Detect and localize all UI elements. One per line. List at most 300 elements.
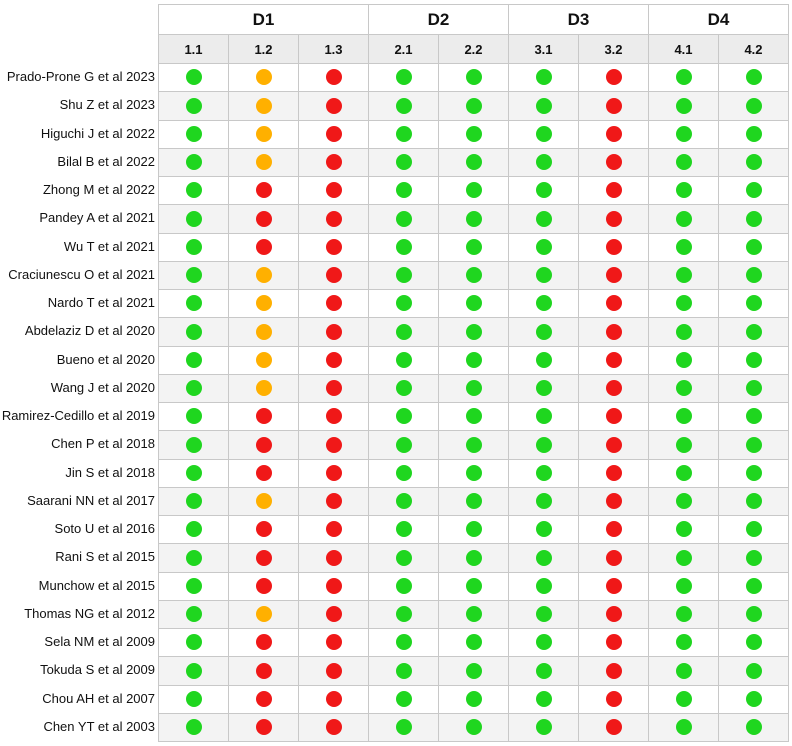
rating-cell: [299, 600, 369, 628]
study-label: Higuchi J et al 2022: [40, 125, 155, 141]
rating-high-dot: [256, 408, 272, 424]
rating-low-dot: [746, 663, 762, 679]
rating-low-dot: [536, 154, 552, 170]
study-row: [159, 403, 789, 431]
rating-high-dot: [326, 550, 342, 566]
rating-low-dot: [186, 324, 202, 340]
rating-cell: [649, 177, 719, 205]
rating-cell: [299, 487, 369, 515]
rating-low-dot: [536, 98, 552, 114]
rating-cell: [439, 290, 509, 318]
rating-cell: [159, 657, 229, 685]
domain-header: D4: [649, 5, 789, 35]
rating-low-dot: [466, 634, 482, 650]
rating-low-dot: [676, 352, 692, 368]
rating-low-dot: [186, 578, 202, 594]
rating-cell: [369, 346, 439, 374]
rating-high-dot: [326, 606, 342, 622]
rating-low-dot: [536, 352, 552, 368]
rating-cell: [299, 290, 369, 318]
rating-high-dot: [326, 465, 342, 481]
rating-cell: [719, 346, 789, 374]
study-row: [159, 544, 789, 572]
rating-low-dot: [536, 493, 552, 509]
rating-cell: [159, 713, 229, 741]
rating-cell: [719, 233, 789, 261]
rating-high-dot: [256, 211, 272, 227]
study-label: Pandey A et al 2021: [39, 210, 155, 226]
rating-low-dot: [466, 211, 482, 227]
rating-low-dot: [396, 295, 412, 311]
rating-low-dot: [396, 437, 412, 453]
rating-low-dot: [676, 408, 692, 424]
rating-some-dot: [256, 69, 272, 85]
rating-low-dot: [396, 98, 412, 114]
rating-cell: [579, 120, 649, 148]
rating-cell: [579, 64, 649, 92]
rating-high-dot: [326, 663, 342, 679]
rating-low-dot: [746, 211, 762, 227]
rating-cell: [719, 713, 789, 741]
rating-low-dot: [466, 663, 482, 679]
rating-low-dot: [536, 691, 552, 707]
rating-low-dot: [466, 691, 482, 707]
rating-cell: [649, 290, 719, 318]
study-label: Jin S et al 2018: [65, 464, 155, 480]
rating-low-dot: [536, 521, 552, 537]
rating-cell: [509, 318, 579, 346]
rating-low-dot: [746, 493, 762, 509]
rating-cell: [719, 261, 789, 289]
rating-low-dot: [396, 352, 412, 368]
rating-cell: [649, 148, 719, 176]
rating-cell: [299, 685, 369, 713]
rating-cell: [579, 516, 649, 544]
study-row: [159, 600, 789, 628]
rating-some-dot: [256, 295, 272, 311]
rating-high-dot: [256, 634, 272, 650]
rating-cell: [369, 629, 439, 657]
rating-cell: [579, 572, 649, 600]
rating-low-dot: [746, 521, 762, 537]
study-row: [159, 233, 789, 261]
study-label: Wang J et al 2020: [50, 379, 155, 395]
subdomain-header: 4.1: [649, 35, 719, 64]
rating-cell: [649, 544, 719, 572]
study-row: [159, 713, 789, 741]
rating-cell: [439, 431, 509, 459]
rating-cell: [579, 600, 649, 628]
rating-high-dot: [326, 437, 342, 453]
rating-cell: [369, 487, 439, 515]
rating-low-dot: [746, 324, 762, 340]
rating-cell: [579, 346, 649, 374]
rating-high-dot: [256, 521, 272, 537]
rating-low-dot: [746, 69, 762, 85]
rating-cell: [509, 572, 579, 600]
rating-cell: [649, 403, 719, 431]
rating-high-dot: [326, 719, 342, 735]
rating-high-dot: [606, 182, 622, 198]
rating-low-dot: [466, 352, 482, 368]
study-row: [159, 290, 789, 318]
rating-high-dot: [606, 465, 622, 481]
rating-low-dot: [536, 550, 552, 566]
rating-cell: [229, 92, 299, 120]
rating-cell: [649, 64, 719, 92]
rating-some-dot: [256, 98, 272, 114]
rating-low-dot: [396, 663, 412, 679]
rating-cell: [439, 261, 509, 289]
rating-low-dot: [396, 182, 412, 198]
rating-cell: [439, 177, 509, 205]
rating-high-dot: [326, 380, 342, 396]
rating-cell: [719, 600, 789, 628]
rating-low-dot: [396, 578, 412, 594]
rating-high-dot: [256, 465, 272, 481]
rating-high-dot: [326, 182, 342, 198]
rating-cell: [509, 177, 579, 205]
domain-header: D2: [369, 5, 509, 35]
rating-cell: [369, 261, 439, 289]
rating-low-dot: [186, 606, 202, 622]
rating-high-dot: [326, 352, 342, 368]
rating-high-dot: [256, 663, 272, 679]
rating-high-dot: [326, 634, 342, 650]
rating-cell: [579, 177, 649, 205]
rating-high-dot: [606, 380, 622, 396]
rating-high-dot: [606, 352, 622, 368]
rating-cell: [719, 64, 789, 92]
rating-cell: [509, 544, 579, 572]
rating-high-dot: [256, 182, 272, 198]
rating-cell: [369, 403, 439, 431]
rating-low-dot: [396, 126, 412, 142]
rating-high-dot: [326, 691, 342, 707]
rating-cell: [439, 318, 509, 346]
rating-high-dot: [606, 408, 622, 424]
study-label: Craciunescu O et al 2021: [8, 266, 155, 282]
rating-cell: [229, 403, 299, 431]
study-row: [159, 120, 789, 148]
rating-cell: [649, 92, 719, 120]
rating-some-dot: [256, 493, 272, 509]
rating-low-dot: [186, 719, 202, 735]
study-row: [159, 487, 789, 515]
study-row: [159, 261, 789, 289]
rating-cell: [719, 657, 789, 685]
rating-cell: [579, 374, 649, 402]
rating-low-dot: [186, 493, 202, 509]
rating-cell: [299, 318, 369, 346]
rating-cell: [299, 572, 369, 600]
rating-cell: [439, 64, 509, 92]
rating-low-dot: [746, 380, 762, 396]
rating-cell: [509, 290, 579, 318]
rating-low-dot: [676, 126, 692, 142]
rating-low-dot: [536, 182, 552, 198]
rating-cell: [509, 713, 579, 741]
rating-cell: [229, 261, 299, 289]
study-row: [159, 346, 789, 374]
rating-cell: [719, 177, 789, 205]
rating-cell: [509, 403, 579, 431]
rating-low-dot: [466, 154, 482, 170]
rating-low-dot: [466, 126, 482, 142]
study-row: [159, 572, 789, 600]
rating-cell: [719, 318, 789, 346]
rating-cell: [159, 600, 229, 628]
rating-cell: [369, 600, 439, 628]
rating-cell: [439, 657, 509, 685]
rating-cell: [579, 92, 649, 120]
subdomain-header: 2.2: [439, 35, 509, 64]
rating-low-dot: [746, 606, 762, 622]
rating-low-dot: [536, 606, 552, 622]
subdomain-header: 3.2: [579, 35, 649, 64]
rating-cell: [439, 403, 509, 431]
rating-cell: [369, 177, 439, 205]
rating-low-dot: [186, 352, 202, 368]
rating-high-dot: [326, 578, 342, 594]
rating-low-dot: [536, 211, 552, 227]
rating-cell: [159, 374, 229, 402]
rating-cell: [579, 233, 649, 261]
rating-cell: [369, 572, 439, 600]
study-label: Thomas NG et al 2012: [24, 605, 155, 621]
rating-high-dot: [606, 550, 622, 566]
rating-low-dot: [186, 380, 202, 396]
rating-cell: [369, 374, 439, 402]
rating-cell: [369, 205, 439, 233]
rating-low-dot: [746, 126, 762, 142]
rating-low-dot: [746, 154, 762, 170]
study-row: [159, 657, 789, 685]
rating-low-dot: [186, 550, 202, 566]
rating-low-dot: [536, 126, 552, 142]
study-label: Chen YT et al 2003: [43, 718, 155, 734]
rating-cell: [369, 657, 439, 685]
rating-low-dot: [466, 380, 482, 396]
rating-cell: [719, 572, 789, 600]
rating-low-dot: [466, 606, 482, 622]
domain-header: D1: [159, 5, 369, 35]
rating-cell: [579, 148, 649, 176]
rating-cell: [369, 459, 439, 487]
rating-low-dot: [396, 634, 412, 650]
rating-low-dot: [466, 182, 482, 198]
rating-low-dot: [396, 465, 412, 481]
rating-cell: [439, 120, 509, 148]
rating-low-dot: [186, 69, 202, 85]
rating-cell: [229, 459, 299, 487]
rating-cell: [159, 64, 229, 92]
rating-cell: [299, 205, 369, 233]
subdomain-header: 4.2: [719, 35, 789, 64]
study-row: [159, 629, 789, 657]
rating-low-dot: [676, 550, 692, 566]
rating-cell: [159, 290, 229, 318]
rating-cell: [439, 233, 509, 261]
rating-cell: [719, 120, 789, 148]
rating-low-dot: [396, 239, 412, 255]
rating-low-dot: [676, 578, 692, 594]
rating-cell: [229, 657, 299, 685]
rating-cell: [649, 629, 719, 657]
rating-cell: [649, 572, 719, 600]
rating-low-dot: [186, 521, 202, 537]
study-label: Wu T et al 2021: [63, 238, 155, 254]
study-label: Bilal B et al 2022: [57, 153, 155, 169]
rating-cell: [579, 685, 649, 713]
rating-cell: [719, 516, 789, 544]
rating-cell: [229, 233, 299, 261]
study-label: Munchow et al 2015: [38, 577, 155, 593]
study-label: Sela NM et al 2009: [44, 634, 155, 649]
rating-low-dot: [536, 634, 552, 650]
rating-cell: [299, 459, 369, 487]
rating-cell: [649, 205, 719, 233]
rating-low-dot: [676, 324, 692, 340]
rating-low-dot: [676, 521, 692, 537]
rating-cell: [509, 516, 579, 544]
rating-cell: [229, 290, 299, 318]
subdomain-header: 1.3: [299, 35, 369, 64]
rating-some-dot: [256, 352, 272, 368]
rating-cell: [369, 148, 439, 176]
rating-cell: [159, 516, 229, 544]
rating-low-dot: [676, 295, 692, 311]
rating-low-dot: [466, 295, 482, 311]
rating-cell: [439, 374, 509, 402]
rating-cell: [229, 600, 299, 628]
study-row: [159, 431, 789, 459]
rating-low-dot: [396, 691, 412, 707]
rating-cell: [369, 120, 439, 148]
rating-high-dot: [606, 154, 622, 170]
rating-cell: [579, 205, 649, 233]
rating-cell: [719, 148, 789, 176]
rating-cell: [509, 459, 579, 487]
study-row: [159, 177, 789, 205]
rating-cell: [229, 177, 299, 205]
rating-high-dot: [606, 691, 622, 707]
rating-cell: [719, 685, 789, 713]
rating-high-dot: [606, 69, 622, 85]
rating-low-dot: [536, 239, 552, 255]
subdomain-header: 1.1: [159, 35, 229, 64]
rating-cell: [299, 177, 369, 205]
rating-low-dot: [466, 719, 482, 735]
rating-high-dot: [606, 521, 622, 537]
study-row: [159, 64, 789, 92]
study-label: Chen P et al 2018: [51, 436, 155, 452]
rating-cell: [719, 431, 789, 459]
rating-low-dot: [676, 69, 692, 85]
rating-low-dot: [186, 126, 202, 142]
rating-cell: [229, 205, 299, 233]
rating-high-dot: [606, 126, 622, 142]
rating-cell: [369, 233, 439, 261]
rating-low-dot: [676, 267, 692, 283]
rating-low-dot: [676, 606, 692, 622]
rating-cell: [299, 544, 369, 572]
rating-cell: [439, 346, 509, 374]
rating-cell: [369, 318, 439, 346]
subdomain-header: 2.1: [369, 35, 439, 64]
rating-cell: [299, 713, 369, 741]
rating-cell: [579, 629, 649, 657]
rating-cell: [439, 148, 509, 176]
rating-cell: [229, 516, 299, 544]
rating-cell: [229, 120, 299, 148]
rating-cell: [649, 600, 719, 628]
rating-cell: [299, 374, 369, 402]
rating-low-dot: [396, 267, 412, 283]
rating-cell: [299, 346, 369, 374]
rating-low-dot: [186, 239, 202, 255]
rating-high-dot: [606, 437, 622, 453]
rating-low-dot: [676, 663, 692, 679]
rating-low-dot: [536, 663, 552, 679]
rating-cell: [439, 629, 509, 657]
rating-low-dot: [536, 380, 552, 396]
rating-low-dot: [396, 606, 412, 622]
rating-low-dot: [466, 408, 482, 424]
rating-low-dot: [186, 182, 202, 198]
rating-low-dot: [466, 465, 482, 481]
study-label: Bueno et al 2020: [56, 351, 155, 367]
rating-cell: [439, 92, 509, 120]
rating-low-dot: [536, 324, 552, 340]
rating-low-dot: [746, 691, 762, 707]
rating-cell: [579, 713, 649, 741]
rating-low-dot: [746, 267, 762, 283]
rating-cell: [649, 374, 719, 402]
rating-cell: [159, 261, 229, 289]
rating-cell: [439, 685, 509, 713]
study-label: Zhong M et al 2022: [42, 182, 155, 197]
domain-header-row: [159, 5, 789, 35]
study-row: [159, 205, 789, 233]
rating-some-dot: [256, 606, 272, 622]
rating-cell: [159, 544, 229, 572]
rating-low-dot: [676, 211, 692, 227]
rating-low-dot: [536, 465, 552, 481]
rating-low-dot: [466, 550, 482, 566]
rating-cell: [439, 487, 509, 515]
rating-cell: [229, 713, 299, 741]
rating-low-dot: [186, 98, 202, 114]
rating-cell: [649, 516, 719, 544]
rating-low-dot: [746, 719, 762, 735]
rating-low-dot: [186, 154, 202, 170]
rating-high-dot: [326, 267, 342, 283]
rating-low-dot: [396, 380, 412, 396]
rating-low-dot: [536, 295, 552, 311]
rating-cell: [369, 544, 439, 572]
rating-cell: [299, 431, 369, 459]
study-label: Saarani NN et al 2017: [27, 492, 155, 508]
rating-cell: [439, 544, 509, 572]
rating-cell: [299, 120, 369, 148]
rating-cell: [579, 261, 649, 289]
rating-low-dot: [676, 239, 692, 255]
study-label: Tokuda S et al 2009: [40, 662, 155, 678]
rating-high-dot: [326, 408, 342, 424]
subdomain-header: 1.2: [229, 35, 299, 64]
rating-cell: [649, 431, 719, 459]
